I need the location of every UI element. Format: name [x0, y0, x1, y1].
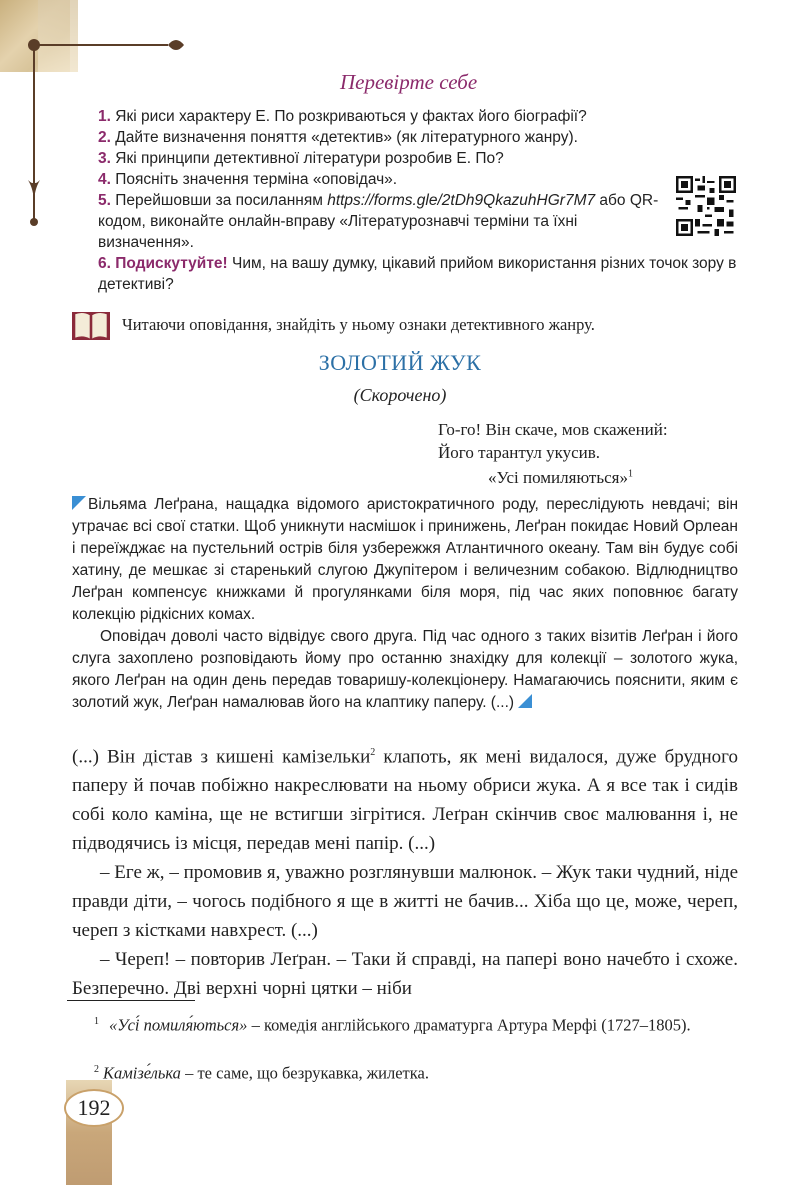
question-1 [98, 106, 738, 127]
question-text: Перейшовши за посиланням [115, 192, 328, 209]
section-title: Перевірте себе [340, 70, 478, 94]
form-link[interactable]: https://forms.gle/2tDh9QkazuhHGr7M7 [327, 192, 596, 209]
summary-end-marker-icon [518, 694, 532, 708]
footnote-text: – комедія англійського драматурга Артура Мерфі (1727–1805). [247, 1015, 691, 1035]
footnote-number: 1 [94, 1016, 99, 1027]
story-text [72, 738, 738, 1003]
qr-code-icon[interactable] [676, 176, 736, 236]
question-text: Які риси характеру Е. По розкриваються у фактах його біографії? [115, 108, 587, 125]
footnote-term: «Усі́ помиля́ються» [109, 1015, 248, 1035]
question-number: 5. [98, 192, 111, 209]
epigraph-line: Го-го! Він скаче, мов скажений: [438, 420, 668, 439]
question-number: 6. [98, 255, 111, 272]
question-text: або QR-кодом, виконайте онлайн-вправу «Літературознавчі терміни та їхні визначення». [98, 192, 659, 251]
question-4 [98, 169, 738, 190]
summary-paragraph: Оповідач доволі часто відвідує свого друга. Під час одного з таких візитів Леґран і його слуга захоплено розповідають йому про останню знахідку для колекції – золотого жука, якого Леґран на один день передав товаришу-колекціонеру. Намагаючись пояснити, яким є золотий жук, Леґран намалював його на клаптику паперу. (...) [72, 628, 738, 711]
summary-start-marker-icon [72, 496, 86, 510]
epigraph-source-text: «Усі помиляються» [488, 468, 628, 487]
story-title: ЗОЛОТИЙ ЖУК [318, 350, 482, 375]
story-subtitle: (Скорочено) [353, 385, 447, 405]
question-text: Чим, на вашу думку, цікавий прийом використання різних точок зору в детективі? [98, 255, 737, 293]
footnote-2 [72, 1058, 738, 1086]
question-text: Які принципи детективної літератури розробив Е. По? [115, 150, 504, 167]
epigraph-source [488, 468, 633, 488]
footnote-ref: 1 [627, 468, 633, 480]
question-number: 2. [98, 129, 111, 146]
question-2 [98, 127, 738, 148]
question-number: 1. [98, 108, 111, 125]
summary-paragraph: Вільяма Леґрана, нащадка відомого аристократичного роду, переслідують невдачі; він утрачає всі свої статки. Щоб уникнути насмішок і принижень, Леґран покидає Новий Орлеан і переїжджає на пустельний острів біля узбережжя Атлантичного океану. Там він будує собі хатину, де мешкає зі старенький слугою Джупітером і величезним собакою. Відлюдництво Леґран компенсує книжками й прогулянками біля моря, під час яких поповнює багату колекцію рідкісних комах. [72, 496, 738, 623]
question-number: 3. [98, 150, 111, 167]
question-5 [98, 190, 660, 253]
footnote-number: 2 [94, 1064, 99, 1075]
question-6 [98, 253, 738, 295]
question-text: Поясніть значення терміна «оповідач». [115, 171, 398, 188]
page-number: 192 [64, 1089, 124, 1127]
footnote-ref: 2 [370, 747, 376, 758]
reading-task: Читаючи оповідання, знайдіть у ньому ознаки детективного жанру. [122, 315, 595, 334]
epigraph-line: Його тарантул укусив. [438, 443, 601, 462]
story-paragraph: клапоть, як мені видалося, дуже брудного паперу й почав побіжно накреслювати на ньому обриси жука. А я все так і сидів собі коло каміна, ще не встигши зігрітися. Леґран скінчив своє малювання і, не підводячись із місця, передав мені папір. (...) [72, 746, 738, 855]
footnote-text: – те саме, що безрукавка, жилетка. [180, 1063, 429, 1083]
question-number: 4. [98, 171, 111, 188]
question-text: Дайте визначення поняття «детектив» (як літературного жанру). [115, 129, 578, 146]
story-paragraph: – Еге ж, – промовив я, уважно розглянувши малюнок. – Жук таки чудний, ніде правди діти, – чогось подібного я ще в житті не бачив... Хіба що це, може, череп, череп з кістками навхрест. (...) [72, 862, 738, 942]
footnote-term: Камізе́лька [103, 1063, 181, 1083]
story-paragraph: (...) Він дістав з кишені камізельки [72, 746, 371, 768]
story-summary [72, 494, 738, 714]
footnote-1 [72, 1010, 738, 1038]
footnote-divider [67, 1000, 195, 1001]
question-3 [98, 148, 738, 169]
discussion-label: Подискутуйте! [115, 255, 228, 272]
book-icon [70, 308, 112, 344]
story-paragraph: – Череп! – повторив Леґран. – Таки й справді, на папері воно начебто і схоже. Безперечно. Дві верхні чорні цятки – ніби [72, 949, 738, 1000]
